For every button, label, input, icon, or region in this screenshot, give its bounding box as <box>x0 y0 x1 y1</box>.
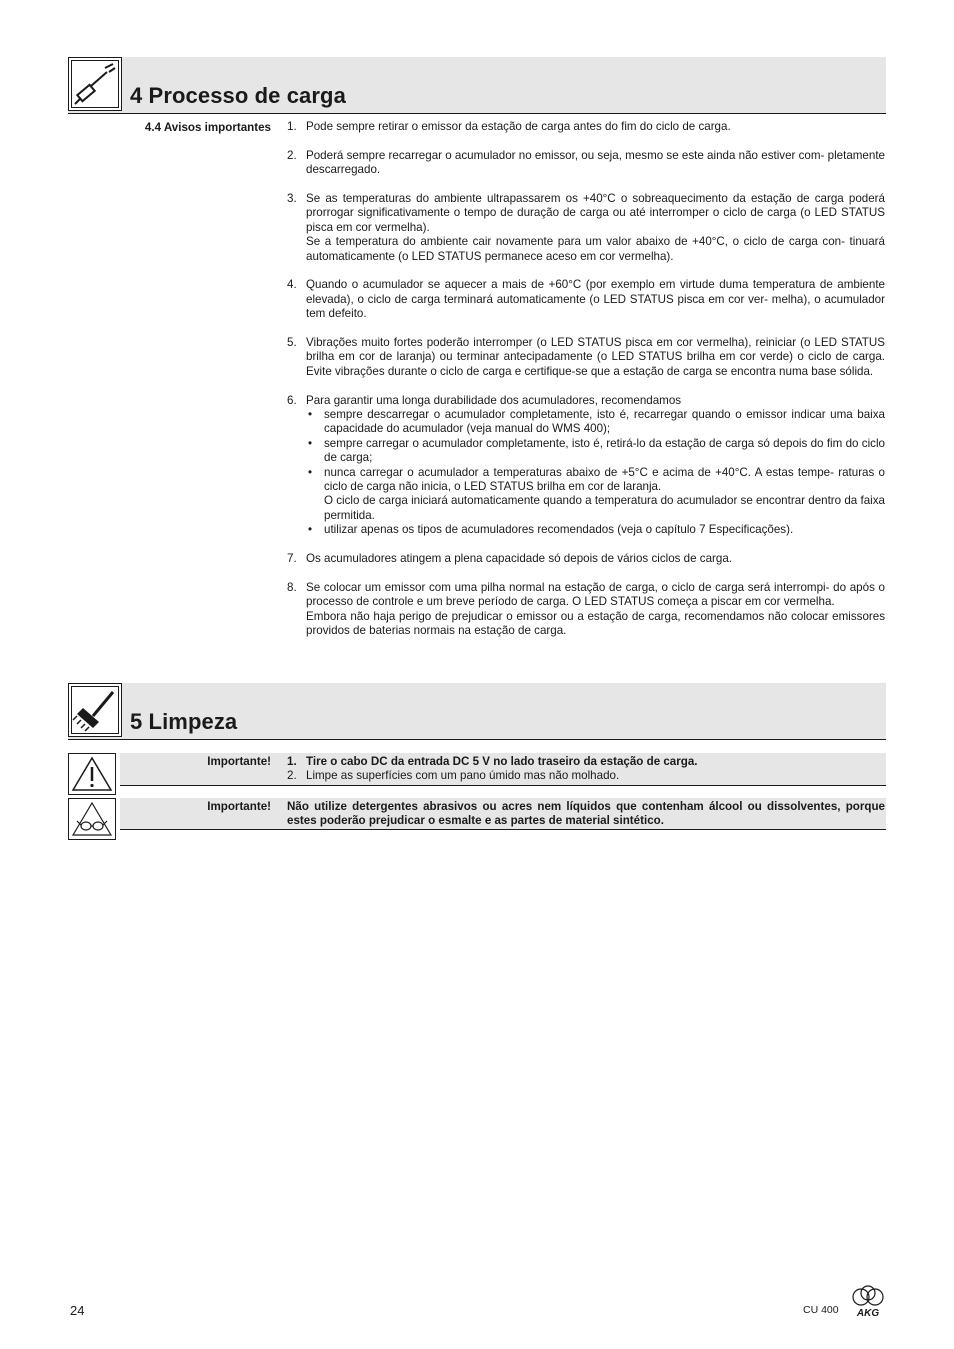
cleaning-brush-icon <box>68 683 122 737</box>
warning-step-1 <box>287 755 885 769</box>
note-item <box>287 278 885 321</box>
recommendation-item <box>306 437 885 466</box>
note-paragraph: Pode sempre retirar o emissor da estação de carga antes do fim do ciclo de carga. <box>306 120 731 133</box>
brand-wordmark: AKG <box>856 1308 880 1319</box>
note-number: 6. <box>287 393 297 407</box>
glasses-read-icon <box>68 798 116 840</box>
important-notes <box>287 120 885 653</box>
note-item <box>287 149 885 178</box>
charging-plug-icon <box>68 57 122 111</box>
recommendation-text: • utilizar apenas os tipos de acumuladores recomendados (veja o capítulo 7 Especificações). <box>324 523 794 537</box>
section-5-header <box>68 683 886 740</box>
note-paragraph: Se a temperatura do ambiente cair novamente para um valor abaixo de +40°C, o ciclo de carga con- tinuará automaticamente (o LED STATUS permanece aceso em cor vermelha). <box>306 235 885 263</box>
note-item <box>287 120 885 134</box>
warning-text-2: Não utilize detergentes abrasivos ou acres nem líquidos que contenham álcool ou dissolventes, porque estes poderão prejudicar o esmalte e as partes de material sintético. <box>287 800 885 828</box>
recommendation-text: • sempre carregar o acumulador completamente, isto é, retirá-lo da estação de carga só depois do fim do ciclo de carga; <box>324 436 885 465</box>
note-item <box>287 552 885 566</box>
note-number: 5. <box>287 336 297 350</box>
recommendation-text: • nunca carregar o acumulador a temperaturas abaixo de +5°C e acima de +40°C. A estas tempe- raturas o ciclo de carga não inicia, o LED STATUS brilha em cor de laranja. <box>324 465 885 494</box>
recommendation-item <box>306 523 885 537</box>
step-text: Tire o cabo DC da entrada DC 5 V no lado traseiro da estação de carga. <box>306 755 698 768</box>
warning-triangle-icon <box>68 753 116 795</box>
warning-label-1: Importante! <box>207 755 271 768</box>
notes-list <box>287 120 885 639</box>
note-paragraph: Os acumuladores atingem a plena capacidade só depois de vários ciclos de carga. <box>306 552 732 566</box>
note-item <box>287 394 885 538</box>
warning-step-2 <box>287 769 885 783</box>
note-paragraph: Embora não haja perigo de prejudicar o emissor ou a estação de carga, recomendamos não colocar emissores providos de baterias normais na estação de carga. <box>306 609 885 638</box>
note-paragraph: Vibrações muito fortes poderão interromper (o LED STATUS pisca em cor vermelha), reiniciar (o LED STATUS brilha em cor de laranja) ou terminar antecipadamente (o LED STATUS brilha em cor verde) o ciclo de carga. Evite vibrações durante o ciclo de carga e certifique-se que a estação de carga se encontra numa base sólida. <box>306 336 885 378</box>
warning-text-1 <box>287 755 885 784</box>
note-item <box>287 581 885 639</box>
note-paragraph: Poderá sempre recarregar o acumulador no emissor, ou seja, mesmo se este ainda não estiver com- pletamente descarregado. <box>306 148 885 177</box>
note-number: 3. <box>287 192 297 205</box>
recommendation-text: O ciclo de carga iniciará automaticamente quando a temperatura do acumulador se encontrar dentro da faixa permitida. <box>324 494 885 522</box>
note-item <box>287 192 885 264</box>
step-text: Limpe as superfícies com um pano úmido mas não molhado. <box>306 769 620 783</box>
note-paragraph: Se colocar um emissor com uma pilha normal na estação de carga, o ciclo de carga será interrompi- do após o processo de controle e um breve período de carga. O LED STATUS começa a piscar em cor vermelha. <box>306 580 885 609</box>
warning-row-1 <box>120 753 886 786</box>
recommendation-item <box>306 408 885 437</box>
section-4-title: 4 Processo de carga <box>130 83 346 108</box>
recommendation-list <box>306 408 885 538</box>
note-paragraph: Para garantir uma longa durabilidade dos acumuladores, recomendamos <box>306 393 682 407</box>
note-number: 1. <box>287 120 297 133</box>
section-4-header <box>68 57 886 114</box>
recommendation-text: • sempre descarregar o acumulador completamente, isto é, recarregar quando o emissor indicar uma baixa capacidade do acumulador (veja manual do WMS 400); <box>324 408 885 436</box>
warning-label-2: Importante! <box>207 800 271 813</box>
step-number: 2. <box>287 769 297 783</box>
subsection-label: 4.4 Avisos importantes <box>144 121 271 134</box>
section-5-title: 5 Limpeza <box>130 709 238 734</box>
warning-row-2 <box>120 798 886 830</box>
note-item <box>287 336 885 379</box>
page-number: 24 <box>70 1303 85 1318</box>
note-number: 4. <box>287 278 297 292</box>
recommendation-item <box>306 466 885 524</box>
note-paragraph: Quando o acumulador se aquecer a mais de +60°C (por exemplo em virtude duma temperatura de ambiente elevada), o ciclo de carga terminará automaticamente (o LED STATUS pisca em cor ver- melha), o acumulador tem defeito. <box>306 278 885 321</box>
note-number: 7. <box>287 552 297 566</box>
note-paragraph: Se as temperaturas do ambiente ultrapassarem os +40°C o sobreaquecimento da estação de carga poderá prorrogar significativamente o tempo de duração de carga ou até interromper o ciclo de carga (o LED STATUS pisca em cor vermelha). <box>306 192 885 234</box>
note-number: 8. <box>287 580 297 594</box>
step-number: 1. <box>287 755 297 768</box>
note-number: 2. <box>287 148 297 162</box>
model-name: CU 400 <box>803 1304 839 1316</box>
akg-logo <box>848 1285 888 1319</box>
